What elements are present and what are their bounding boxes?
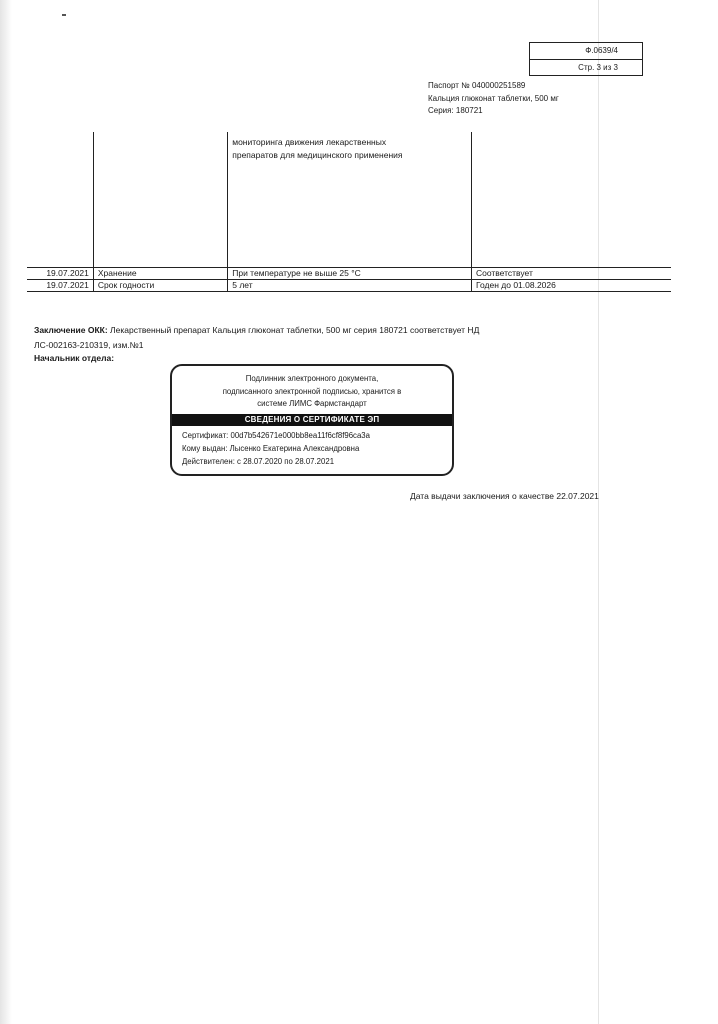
table-cell: [228, 132, 472, 268]
passport-block: [428, 80, 559, 118]
stamp-intro-line: Подлинник электронного документа,: [245, 374, 379, 383]
scan-edge-shadow: [0, 0, 12, 1024]
test-results-table: [27, 132, 671, 292]
continued-text: мониторинга движения лекарственных: [232, 137, 387, 147]
table-cell: [471, 132, 671, 268]
row-result: Годен до 01.08.2026: [471, 280, 671, 292]
form-code-box: [529, 42, 643, 76]
row-date: 19.07.2021: [27, 268, 93, 280]
conclusion-block: [34, 323, 594, 353]
certificate-validity: Действителен: с 28.07.2020 по 28.07.2021: [182, 456, 335, 466]
table-row: [27, 132, 671, 268]
certificate-owner: Кому выдан: Лысенко Екатерина Александровна: [182, 443, 360, 453]
continued-text: препаратов для медицинского применения: [232, 150, 403, 160]
conclusion-label: Заключение ОКК:: [34, 325, 108, 335]
product-name: Кальция глюконат таблетки, 500 мг: [428, 93, 559, 103]
row-result: Соответствует: [471, 268, 671, 280]
row-test: Срок годности: [93, 280, 227, 292]
row-requirement: 5 лет: [228, 280, 472, 292]
table-row: [27, 268, 671, 280]
department-head-label: Начальник отдела:: [34, 353, 115, 363]
conclusion-text-cont: ЛС-002163-210319, изм.№1: [34, 340, 144, 350]
form-code: Ф.0639/4: [585, 46, 618, 55]
page-number: Стр. 3 из 3: [530, 59, 642, 75]
e-signature-stamp: [170, 364, 454, 476]
series-number: Серия: 180721: [428, 106, 483, 115]
stamp-intro-line: подписанного электронной подписью, хранится в: [222, 386, 402, 396]
row-requirement: При температуре не выше 25 °C: [228, 268, 472, 280]
row-test: Хранение: [93, 268, 227, 280]
conclusion-text: Лекарственный препарат Кальция глюконат таблетки, 500 мг серия 180721 соответствует НД: [107, 325, 480, 335]
table-cell: [93, 132, 227, 268]
stamp-intro: [172, 373, 452, 411]
issue-date: Дата выдачи заключения о качестве 22.07.2021: [410, 491, 599, 501]
certificate-banner: СВЕДЕНИЯ О СЕРТИФИКАТЕ ЭП: [172, 414, 452, 426]
table-cell: [27, 132, 93, 268]
certificate-id: Сертификат: 00d7b542671e000bb8ea11f6cf8f96ca3a: [182, 430, 370, 440]
table-row: [27, 280, 671, 292]
scan-speck: [62, 14, 66, 16]
row-date: 19.07.2021: [27, 280, 93, 292]
stamp-intro-line: системе ЛИМС Фармстандарт: [257, 399, 367, 408]
passport-number: Паспорт № 040000251589: [428, 81, 526, 90]
